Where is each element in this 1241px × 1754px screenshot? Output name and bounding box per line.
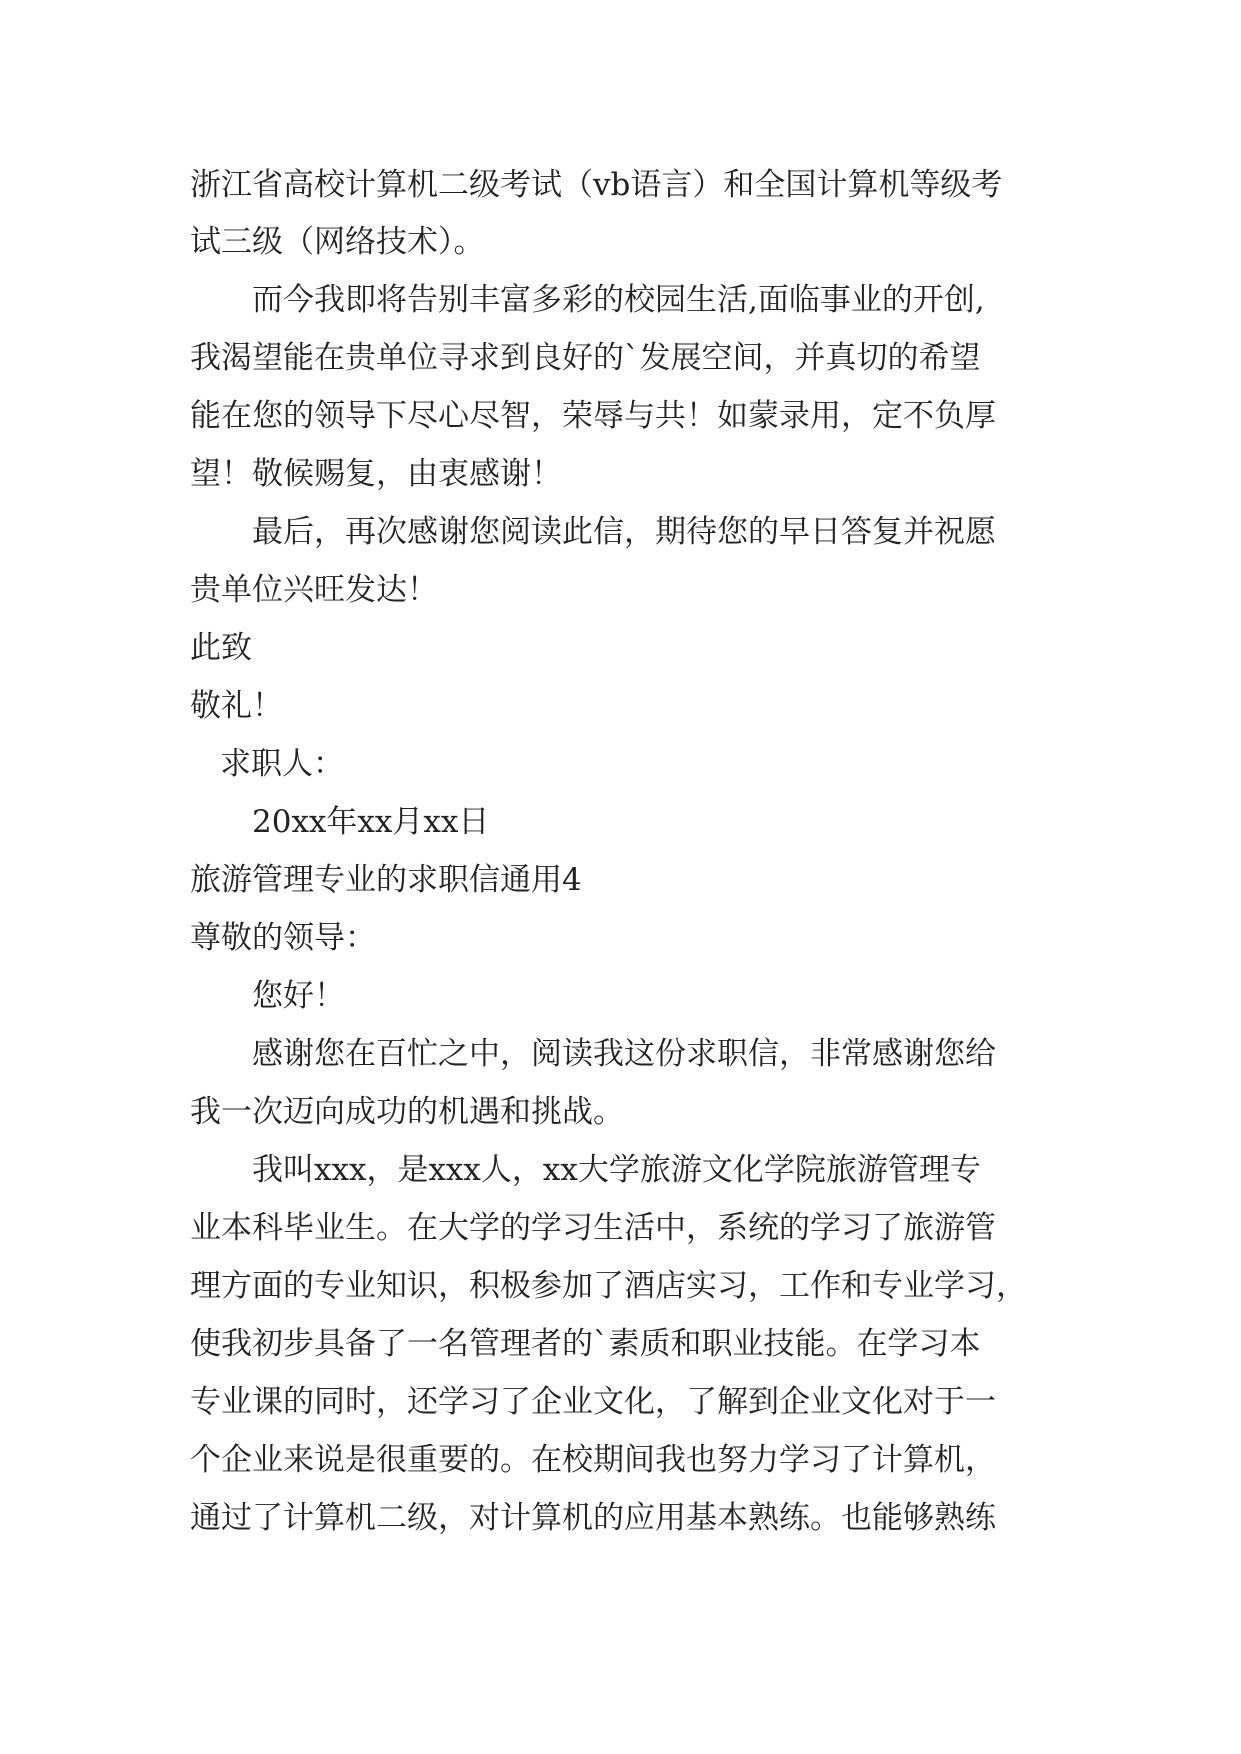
text-line: 我叫xxx，是xxx人，xx大学旅游文化学院旅游管理专 bbox=[252, 1152, 981, 1188]
text-line: 使我初步具备了一名管理者的`素质和职业技能。在学习本 bbox=[190, 1326, 981, 1362]
text-line: 感谢您在百忙之中，阅读我这份求职信，非常感谢您给 bbox=[252, 1036, 996, 1072]
text-line: 浙江省高校计算机二级考试（vb语言）和全国计算机等级考 bbox=[190, 167, 1003, 203]
closing-regards: 敬礼！ bbox=[190, 688, 283, 724]
text-line: 专业课的同时，还学习了企业文化，了解到企业文化对于一 bbox=[190, 1384, 996, 1420]
text-line: 个企业来说是很重要的。在校期间我也努力学习了计算机， bbox=[190, 1442, 996, 1478]
text-line: 业本科毕业生。在大学的学习生活中，系统的学习了旅游管 bbox=[190, 1210, 996, 1246]
section-title: 旅游管理专业的求职信通用4 bbox=[190, 862, 582, 898]
text-line: 贵单位兴旺发达！ bbox=[190, 572, 438, 608]
text-line: 最后，再次感谢您阅读此信，期待您的早日答复并祝愿 bbox=[252, 514, 996, 550]
text-line: 通过了计算机二级，对计算机的应用基本熟练。也能够熟练 bbox=[190, 1500, 996, 1536]
text-line: 我一次迈向成功的机遇和挑战。 bbox=[190, 1094, 624, 1130]
closing-salutation: 此致 bbox=[190, 630, 252, 666]
greeting-hello: 您好！ bbox=[252, 978, 345, 1014]
greeting: 尊敬的领导： bbox=[190, 920, 376, 956]
text-line: 理方面的专业知识，积极参加了酒店实习，工作和专业学习， bbox=[190, 1268, 1027, 1304]
letter-date: 20xx年xx月xx日 bbox=[252, 804, 490, 840]
text-line: 而今我即将告别丰富多彩的校园生活,面临事业的开创, bbox=[252, 282, 985, 318]
signature-label: 求职人： bbox=[220, 746, 344, 782]
text-line: 望！敬候赐复，由衷感谢！ bbox=[190, 456, 562, 492]
text-line: 能在您的领导下尽心尽智，荣辱与共！如蒙录用，定不负厚 bbox=[190, 398, 996, 434]
text-line: 试三级（网络技术）。 bbox=[190, 224, 485, 260]
text-line: 我渴望能在贵单位寻求到良好的`发展空间，并真切的希望 bbox=[190, 340, 981, 376]
